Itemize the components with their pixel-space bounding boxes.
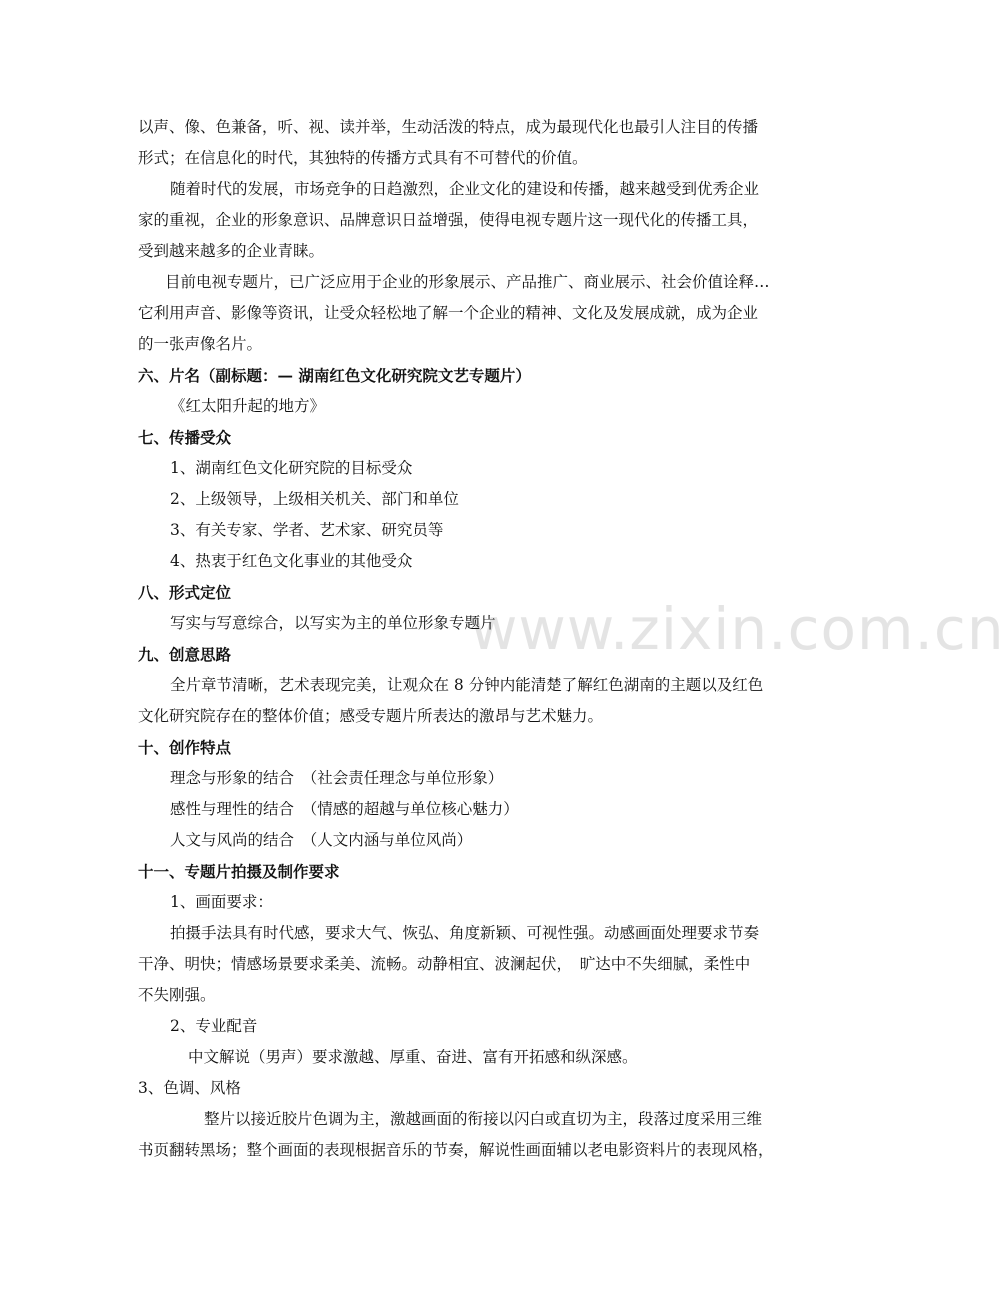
paragraph-line: 写实与写意综合，以写实为主的单位形象专题片	[170, 614, 496, 632]
paragraph-line: 文化研究院存在的整体价值；感受专题片所表达的激昂与艺术魅力。	[138, 707, 604, 725]
subsection-heading: 2、专业配音	[170, 1017, 258, 1035]
paragraph-line: 不失刚强。	[138, 986, 216, 1004]
list-item: 人文与风尚的结合 （人文内涵与单位风尚）	[170, 831, 473, 849]
paragraph-line: 以声、像、色兼备，听、视、读并举，生动活泼的特点，成为最现代化也最引人注目的传播	[138, 118, 759, 136]
section-heading: 九、创意思路	[138, 645, 232, 664]
paragraph-line: 它利用声音、影像等资讯，让受众轻松地了解一个企业的精神、文化及发展成就，成为企业	[138, 304, 759, 322]
section-heading: 八、形式定位	[138, 583, 232, 602]
section-heading: 七、传播受众	[138, 428, 232, 447]
paragraph-line: 形式；在信息化的时代，其独特的传播方式具有不可替代的价值。	[138, 149, 588, 167]
paragraph-line: 家的重视，企业的形象意识、品牌意识日益增强，使得电视专题片这一现代化的传播工具，	[138, 211, 759, 229]
list-item: 3、有关专家、学者、艺术家、研究员等	[170, 521, 444, 539]
paragraph-line: 中文解说（男声）要求激越、厚重、奋进、富有开拓感和纵深感。	[188, 1048, 638, 1066]
list-item: 2、上级领导，上级相关机关、部门和单位	[170, 490, 459, 508]
paragraph-line: 全片章节清晰，艺术表现完美，让观众在 8 分钟内能清楚了解红色湖南的主题以及红色	[170, 676, 764, 694]
section-heading: 六、片名（副标题：— 湖南红色文化研究院文艺专题片）	[138, 366, 531, 385]
document-page	[138, 112, 788, 1166]
list-item: 1、湖南红色文化研究院的目标受众	[170, 459, 413, 477]
paragraph-line: 的一张声像名片。	[138, 335, 263, 353]
section-heading: 十一、专题片拍摄及制作要求	[138, 862, 340, 881]
watermark: www.zixin.com.cn	[470, 595, 1005, 663]
subsection-heading: 3、色调、风格	[138, 1079, 241, 1097]
subsection-heading: 1、画面要求：	[170, 893, 273, 911]
paragraph-line: 干净、明快；情感场景要求柔美、流畅。动静相宜、波澜起伏， 旷达中不失细腻，柔性中	[138, 955, 751, 973]
paragraph-line: 随着时代的发展，市场竞争的日趋激烈，企业文化的建设和传播，越来越受到优秀企业	[170, 180, 760, 198]
list-item: 理念与形象的结合 （社会责任理念与单位形象）	[170, 769, 504, 787]
film-title: 《红太阳升起的地方》	[170, 397, 326, 415]
paragraph-line: 目前电视专题片，已广泛应用于企业的形象展示、产品推广、商业展示、社会价值诠释…	[165, 273, 770, 291]
paragraph-line: 书页翻转黑场；整个画面的表现根据音乐的节奏，解说性画面辅以老电影资料片的表现风格，	[138, 1141, 774, 1159]
list-item: 感性与理性的结合 （情感的超越与单位核心魅力）	[170, 800, 519, 818]
paragraph-line: 整片以接近胶片色调为主，激越画面的衔接以闪白或直切为主，段落过度采用三维	[204, 1110, 763, 1128]
paragraph-line: 受到越来越多的企业青睐。	[138, 242, 325, 260]
paragraph-line: 拍摄手法具有时代感，要求大气、恢弘、角度新颖、可视性强。动感画面处理要求节奏	[170, 924, 760, 942]
section-heading: 十、创作特点	[138, 738, 232, 757]
list-item: 4、热衷于红色文化事业的其他受众	[170, 552, 413, 570]
